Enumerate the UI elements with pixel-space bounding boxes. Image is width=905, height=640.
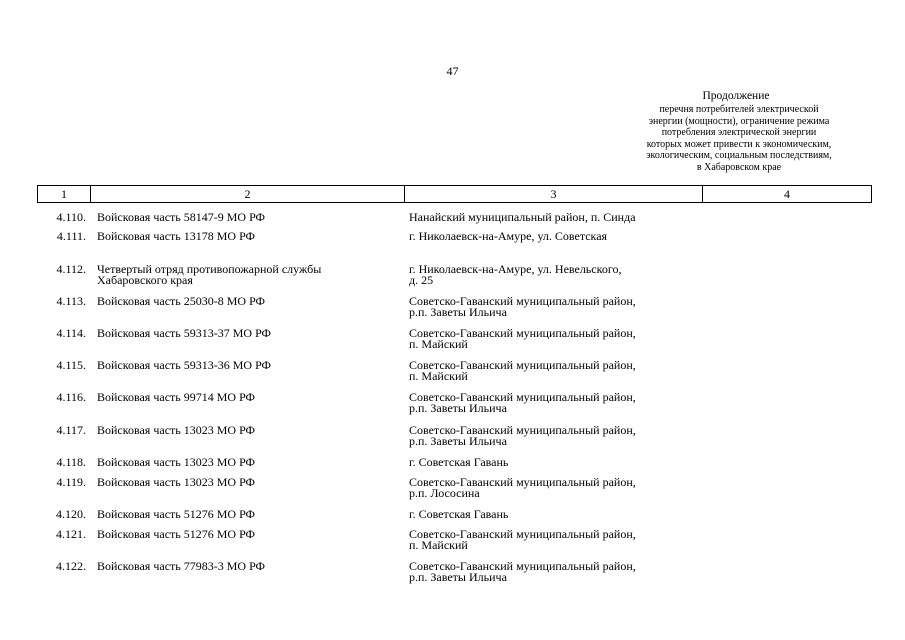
column-header-4: 4 — [703, 186, 872, 203]
consumer-address-line: п. Майский — [409, 337, 468, 351]
consumer-address — [409, 425, 709, 447]
consumer-name-line: Войсковая часть 59313-37 МО РФ — [97, 326, 272, 340]
row-number: 4.114. — [56, 326, 86, 340]
consumer-name-line: Войсковая часть 13178 МО РФ — [97, 229, 256, 243]
consumer-name-line: Войсковая часть 77983-3 МО РФ — [97, 559, 266, 573]
consumer-name — [97, 561, 397, 572]
row-number: 4.112. — [56, 262, 86, 276]
consumer-address — [409, 212, 709, 223]
consumer-address-line: г. Николаевск-на-Амуре, ул. Невельского, — [409, 262, 622, 276]
consumer-address-line: Советско-Гаванский муниципальный район, — [409, 559, 636, 573]
column-header-1: 1 — [38, 186, 91, 203]
consumer-name — [97, 529, 397, 540]
consumer-address-line: р.п. Заветы Ильича — [409, 570, 507, 584]
consumer-address — [409, 360, 709, 382]
row-number: 4.120. — [56, 507, 86, 521]
row-number: 4.111. — [56, 229, 86, 243]
consumer-name — [97, 392, 397, 403]
consumer-name-line: Войсковая часть 59313-36 МО РФ — [97, 358, 272, 372]
consumer-address-line: Советско-Гаванский муниципальный район, — [409, 423, 636, 437]
consumer-name — [97, 457, 397, 468]
consumer-name-line: Войсковая часть 51276 МО РФ — [97, 527, 256, 541]
consumer-name-line: Четвертый отряд противопожарной службы — [97, 262, 322, 276]
consumer-address-line: р.п. Заветы Ильича — [409, 401, 507, 415]
consumer-address-line: Советско-Гаванский муниципальный район, — [409, 527, 636, 541]
consumer-address-line: п. Майский — [409, 538, 468, 552]
consumer-address — [409, 264, 709, 286]
consumer-name-line: Войсковая часть 25030-8 МО РФ — [97, 294, 266, 308]
caption-line: экологическим, социальным последствиям, — [646, 150, 832, 162]
consumer-address-line: Советско-Гаванский муниципальный район, — [409, 358, 636, 372]
row-number: 4.110. — [56, 210, 86, 224]
consumer-address-line: р.п. Заветы Ильича — [409, 305, 507, 319]
consumer-address-line: Советско-Гаванский муниципальный район, — [409, 475, 636, 489]
consumer-name-line: Войсковая часть 13023 МО РФ — [97, 423, 256, 437]
consumer-name — [97, 360, 397, 371]
consumer-name-line: Войсковая часть 13023 МО РФ — [97, 475, 256, 489]
consumer-address-line: Советско-Гаванский муниципальный район, — [409, 326, 636, 340]
consumer-name-line: Войсковая часть 51276 МО РФ — [97, 507, 256, 521]
consumer-address-line: г. Советская Гавань — [409, 455, 509, 469]
consumer-name — [97, 509, 397, 520]
consumer-name — [97, 296, 397, 307]
caption-line: энергии (мощности), ограничение режима — [648, 115, 830, 127]
consumer-name-line: Войсковая часть 99714 МО РФ — [97, 390, 256, 404]
consumer-address-line: Советско-Гаванский муниципальный район, — [409, 294, 636, 308]
consumer-name — [97, 425, 397, 436]
caption-line: в Хабаровском крае — [696, 161, 782, 173]
row-number: 4.116. — [56, 390, 86, 404]
consumer-address — [409, 328, 709, 350]
caption-line: которых может привести к экономическим, — [646, 138, 832, 150]
consumer-address-line: р.п. Заветы Ильича — [409, 434, 507, 448]
consumer-name — [97, 231, 397, 242]
consumer-address — [409, 477, 709, 499]
row-number: 4.118. — [56, 455, 86, 469]
consumer-name — [97, 212, 397, 223]
consumer-name — [97, 328, 397, 339]
continuation-label: Продолжение — [702, 90, 770, 102]
consumer-address-line: Нанайский муниципальный район, п. Синда — [409, 210, 636, 224]
consumer-address — [409, 457, 709, 468]
consumer-address — [409, 529, 709, 551]
row-number: 4.115. — [56, 358, 86, 372]
consumer-name — [97, 477, 397, 488]
consumer-address — [409, 392, 709, 414]
consumer-address — [409, 561, 709, 583]
column-header-3: 3 — [405, 186, 703, 203]
consumer-address-line: п. Майский — [409, 369, 468, 383]
consumer-name — [97, 264, 397, 286]
consumer-address — [409, 296, 709, 318]
consumer-address — [409, 231, 709, 242]
consumer-address — [409, 509, 709, 520]
row-number: 4.122. — [56, 559, 86, 573]
consumer-address-line: Советско-Гаванский муниципальный район, — [409, 390, 636, 404]
caption-line: перечня потребителей электрической — [659, 104, 819, 115]
consumer-name-line: Хабаровского края — [97, 273, 193, 287]
row-number: 4.121. — [56, 527, 86, 541]
row-number: 4.117. — [56, 423, 86, 437]
consumer-name-line: Войсковая часть 13023 МО РФ — [97, 455, 256, 469]
consumer-address-line: д. 25 — [409, 273, 434, 287]
caption-line: потребления электрической энергии — [661, 127, 817, 139]
consumer-address-line: г. Советская Гавань — [409, 507, 509, 521]
row-number: 4.113. — [56, 294, 86, 308]
page-number: 47 — [446, 64, 459, 78]
consumer-name-line: Войсковая часть 58147-9 МО РФ — [97, 210, 266, 224]
column-header-2: 2 — [91, 186, 405, 203]
row-number: 4.119. — [56, 475, 86, 489]
consumer-address-line: р.п. Лососина — [409, 486, 480, 500]
consumer-address-line: г. Николаевск-на-Амуре, ул. Советская — [409, 229, 608, 243]
